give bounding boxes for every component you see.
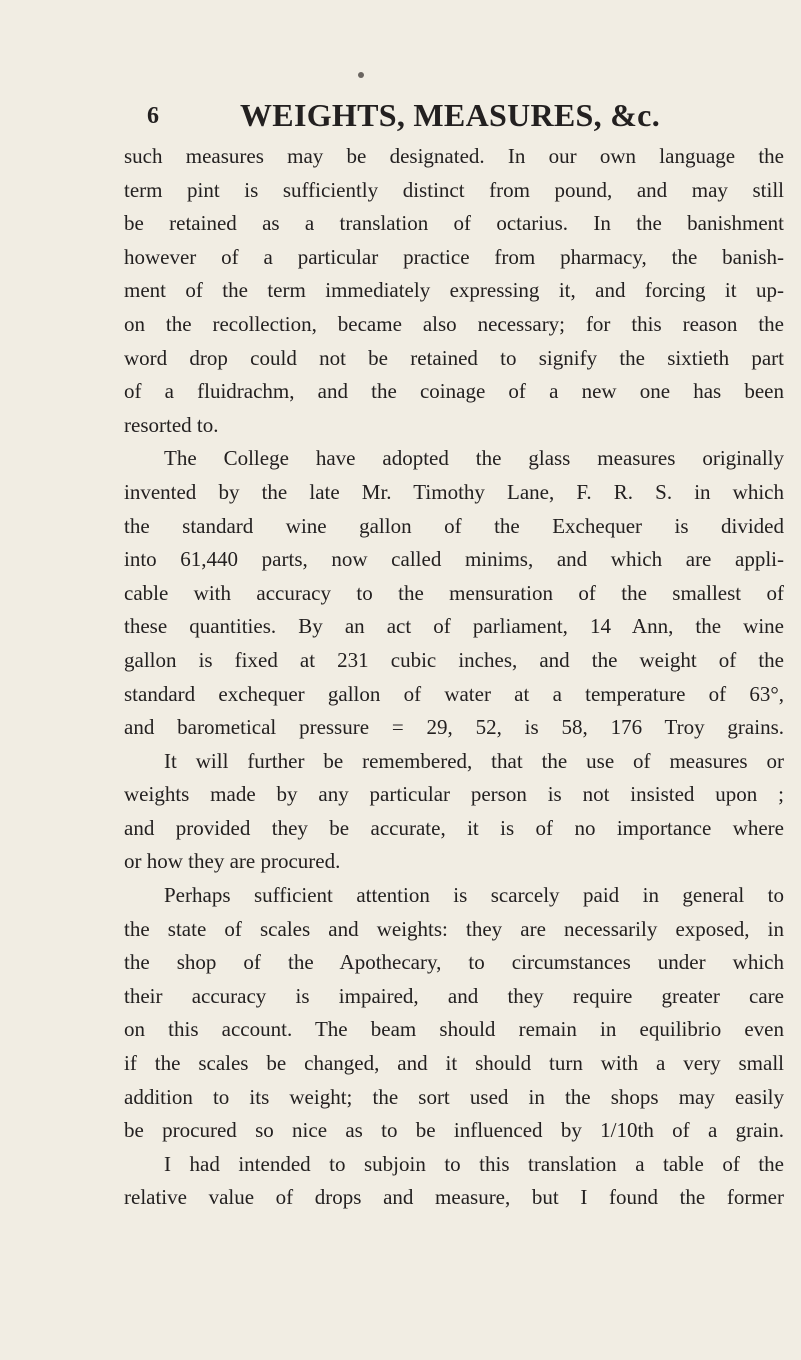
text-line: and provided they be accurate, it is of no importance where <box>124 815 784 840</box>
text-line: the standard wine gallon of the Exchequer is divided <box>124 513 784 538</box>
text-line: if the scales be changed, and it should turn with a very small <box>124 1051 784 1076</box>
body-text <box>124 140 784 1215</box>
text-line: the shop of the Apothecary, to circumstances under which <box>124 950 784 975</box>
text-line: these quantities. By an act of parliament, 14 Ann, the wine <box>124 614 784 639</box>
text-line: or how they are procured. <box>124 849 341 874</box>
text-line: I had intended to subjoin to this translation a table of the <box>164 1151 784 1176</box>
text-line: term pint is sufficiently distinct from pound, and may still <box>124 177 784 202</box>
text-line: be procured so nice as to be influenced by 1/10th of a grain. <box>124 1118 784 1143</box>
text-line: Perhaps sufficient attention is scarcely paid in general to <box>164 883 784 908</box>
text-line: relative value of drops and measure, but I found the former <box>124 1185 784 1210</box>
text-line: cable with accuracy to the mensuration of the smallest of <box>124 580 784 605</box>
text-line: and barometical pressure = 29, 52, is 58, 176 Troy grains. <box>124 715 784 740</box>
text-line: ment of the term immediately expressing it, and forcing it up- <box>124 278 784 303</box>
text-line: word drop could not be retained to signify the sixtieth part <box>124 345 784 370</box>
text-line: of a fluidrachm, and the coinage of a new one has been <box>124 379 784 404</box>
text-line: be retained as a translation of octarius. In the banishment <box>124 211 784 236</box>
text-line: into 61,440 parts, now called minims, and which are appli- <box>124 547 784 572</box>
text-line: such measures may be designated. In our own language the <box>124 144 784 168</box>
text-line: addition to its weight; the sort used in the shops may easily <box>124 1084 784 1109</box>
text-line: the state of scales and weights: they are necessarily exposed, in <box>124 916 784 941</box>
text-line: gallon is fixed at 231 cubic inches, and the weight of the <box>124 647 784 672</box>
page-number: 6 <box>147 103 159 129</box>
page-header <box>0 97 801 137</box>
text-line: It will further be remembered, that the use of measures or <box>164 748 784 773</box>
text-line: on the recollection, became also necessary; for this reason the <box>124 311 784 336</box>
running-head: WEIGHTS, MEASURES, &c. <box>240 97 660 133</box>
text-line: however of a particular practice from pharmacy, the banish- <box>124 244 784 269</box>
text-line: on this account. The beam should remain in equilibrio even <box>124 1017 784 1042</box>
text-line: standard exchequer gallon of water at a temperature of 63°, <box>124 681 784 706</box>
text-line: weights made by any particular person is not insisted upon ; <box>124 782 784 807</box>
text-line: invented by the late Mr. Timothy Lane, F. R. S. in which <box>124 479 784 504</box>
text-line: their accuracy is impaired, and they require greater care <box>124 983 784 1008</box>
ink-speck <box>358 72 364 78</box>
text-line: The College have adopted the glass measures originally <box>164 446 784 471</box>
text-line: resorted to. <box>124 412 219 437</box>
